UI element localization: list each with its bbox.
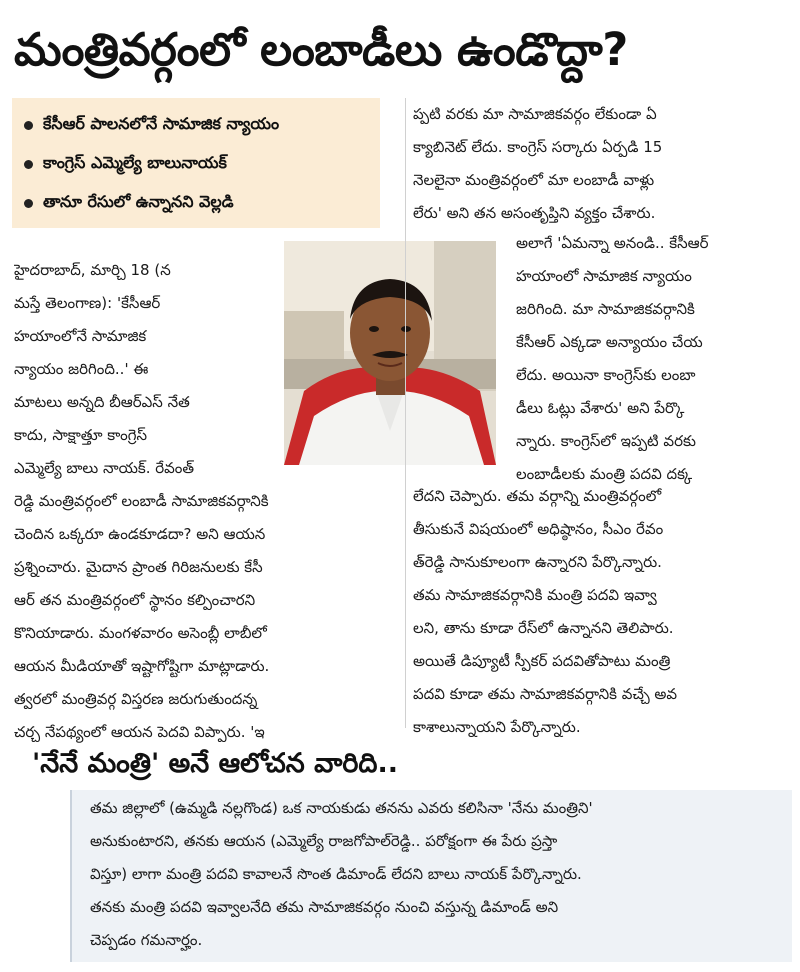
article-line: రెడ్డి మంత్రివర్గంలో లంబాడీ సామాజికవర్గానికి bbox=[14, 492, 269, 510]
article-line: తీసుకునే విషయంలో అధిష్ఠానం, సీఎం రేవం bbox=[413, 520, 664, 538]
article-line: ఎమ్మెల్యే బాలు నాయక్. రేవంత్ bbox=[14, 459, 195, 477]
sidebar-line: తమ జిల్లాలో (ఉమ్మడి నల్లగొండ) ఒక నాయకుడు తనను ఎవరు కలిసినా 'నేను మంత్రిని' bbox=[90, 799, 593, 817]
subheading: 'నేనే మంత్రి' అనే ఆలోచన వారిది.. bbox=[32, 748, 399, 779]
bullet-icon bbox=[24, 199, 33, 208]
sidebar-line: విస్తూ) లాగా మంత్రి పదవి కావాలనే సొంత డిమాండ్ లేదని బాలు నాయక్ పేర్కొన్నారు. bbox=[90, 865, 582, 883]
sidebar-line: అనుకుంటారని, తనకు ఆయన (ఎమ్మెల్యే రాజగోపాల్‌రెడ్డి.. పరోక్షంగా ఈ పేరు ప్రస్తా bbox=[90, 832, 558, 850]
article-line: కొనియాడారు. మంగళవారం అసెంబ్లీ లాబీలో bbox=[14, 624, 267, 642]
article-line: లని, తాను కూడా రేస్‌లో ఉన్నానని తెలిపారు. bbox=[413, 619, 674, 637]
article-line: ప్పటి వరకు మా సామాజికవర్గం లేకుండా ఏ bbox=[413, 105, 657, 123]
article-line: ప్రశ్నించారు. మైదాన ప్రాంత గిరిజనులకు కేసీ bbox=[14, 558, 263, 576]
article-line: కాదు, సాక్షాత్తూ కాంగ్రెస్ bbox=[14, 426, 147, 444]
article-line: చెందిన ఒక్కరూ ఉండకూడదా? అని ఆయన bbox=[14, 525, 266, 543]
article-line: ఆర్ తన మంత్రివర్గంలో స్థానం కల్పించారని bbox=[14, 591, 256, 609]
article-line: కేసీఆర్ ఎక్కడా అన్యాయం చేయ bbox=[516, 333, 703, 351]
photo-illustration bbox=[284, 241, 496, 465]
column-divider bbox=[405, 98, 406, 728]
article-column-right-bottom bbox=[413, 480, 789, 744]
article-line: ఆయన మీడియాతో ఇష్టాగోష్టిగా మాట్లాడారు. bbox=[14, 657, 270, 675]
article-line: అలాగే 'ఏమన్నా అనండి.. కేసీఆర్ bbox=[516, 234, 709, 252]
article-line: కాశాలున్నాయని పేర్కొన్నారు. bbox=[413, 718, 581, 736]
article-column-right-middle bbox=[516, 227, 788, 491]
article-line: జరిగింది. మా సామాజికవర్గానికి bbox=[516, 300, 695, 318]
article-line: అయితే డిప్యూటీ స్పీకర్ పదవితోపాటు మంత్రి bbox=[413, 652, 671, 670]
article-line: త్వరలో మంత్రివర్గ విస్తరణ జరుగుతుందన్న bbox=[14, 690, 258, 708]
highlight-text: కాంగ్రెస్ ఎమ్మెల్యే బాలునాయక్ bbox=[43, 153, 227, 172]
article-line: హయాంలో సామాజిక న్యాయం bbox=[516, 267, 692, 285]
article-column-left-top bbox=[14, 254, 276, 485]
sidebar-line: చెప్పడం గమనార్హం. bbox=[90, 931, 203, 949]
headline: మంత్రివర్గంలో లంబాడీలు ఉండొద్దా? bbox=[14, 23, 628, 76]
article-line: మస్తే తెలంగాణ): 'కేసీఆర్ bbox=[14, 294, 161, 312]
bullet-icon bbox=[24, 121, 33, 130]
article-line: లేదు. అయినా కాంగ్రెస్‌కు లంబా bbox=[516, 366, 696, 384]
article-line: పదవి కూడా తమ సామాజికవర్గానికి వచ్చే అవ bbox=[413, 685, 678, 703]
article-column-left-bottom bbox=[14, 485, 398, 749]
article-line: మాటలు అన్నది బీఆర్ఎస్ నేత bbox=[14, 393, 190, 411]
article-line: లంబాడీలకు మంత్రి పదవి దక్క bbox=[516, 465, 693, 483]
highlight-item bbox=[24, 106, 370, 145]
article-line: తమ సామాజికవర్గానికి మంత్రి పదవి ఇవ్వా bbox=[413, 586, 657, 604]
sidebar-box bbox=[70, 790, 792, 962]
highlights-box bbox=[12, 98, 380, 228]
highlight-item bbox=[24, 145, 370, 184]
highlight-item bbox=[24, 184, 370, 223]
article-line: లేదని చెప్పారు. తమ వర్గాన్ని మంత్రివర్గంలో bbox=[413, 487, 662, 505]
article-line: త్‌రెడ్డి సానుకూలంగా ఉన్నారని పేర్కొన్నారు. bbox=[413, 553, 662, 571]
article-line: డీలు ఓట్లు వేశారు' అని పేర్కొ bbox=[516, 399, 685, 417]
article-line: క్యాబినెట్ లేదు. కాంగ్రెస్ సర్కారు ఏర్పడి 15 bbox=[413, 138, 663, 156]
article-line: నెలలైనా మంత్రివర్గంలో మా లంబాడీ వాళ్లు bbox=[413, 171, 655, 189]
article-line: న్యాయం జరిగింది..' ఈ bbox=[14, 360, 149, 378]
highlight-text: తానూ రేసులో ఉన్నానని వెల్లడి bbox=[43, 192, 234, 211]
article-line: న్నారు. కాంగ్రెస్‌లో ఇప్పటి వరకు bbox=[516, 432, 696, 450]
article-line: చర్చ నేపథ్యంలో ఆయన పెదవి విప్పారు. 'ఇ bbox=[14, 723, 265, 741]
bullet-icon bbox=[24, 160, 33, 169]
sidebar-line: తనకు మంత్రి పదవి ఇవ్వాలనేది తమ సామాజికవర్గం నుంచి వస్తున్న డిమాండ్ అని bbox=[90, 898, 559, 916]
article-line: హయాంలోనే సామాజిక bbox=[14, 327, 147, 345]
article-column-right-top bbox=[413, 98, 789, 230]
highlight-text: కేసీఆర్ పాలనలోనే సామాజిక న్యాయం bbox=[43, 114, 280, 133]
politician-photo bbox=[284, 241, 496, 465]
article-line: లేరు' అని తన అసంతృప్తిని వ్యక్తం చేశారు. bbox=[413, 204, 656, 222]
article-line: హైదరాబాద్, మార్చి 18 (న bbox=[14, 261, 171, 279]
